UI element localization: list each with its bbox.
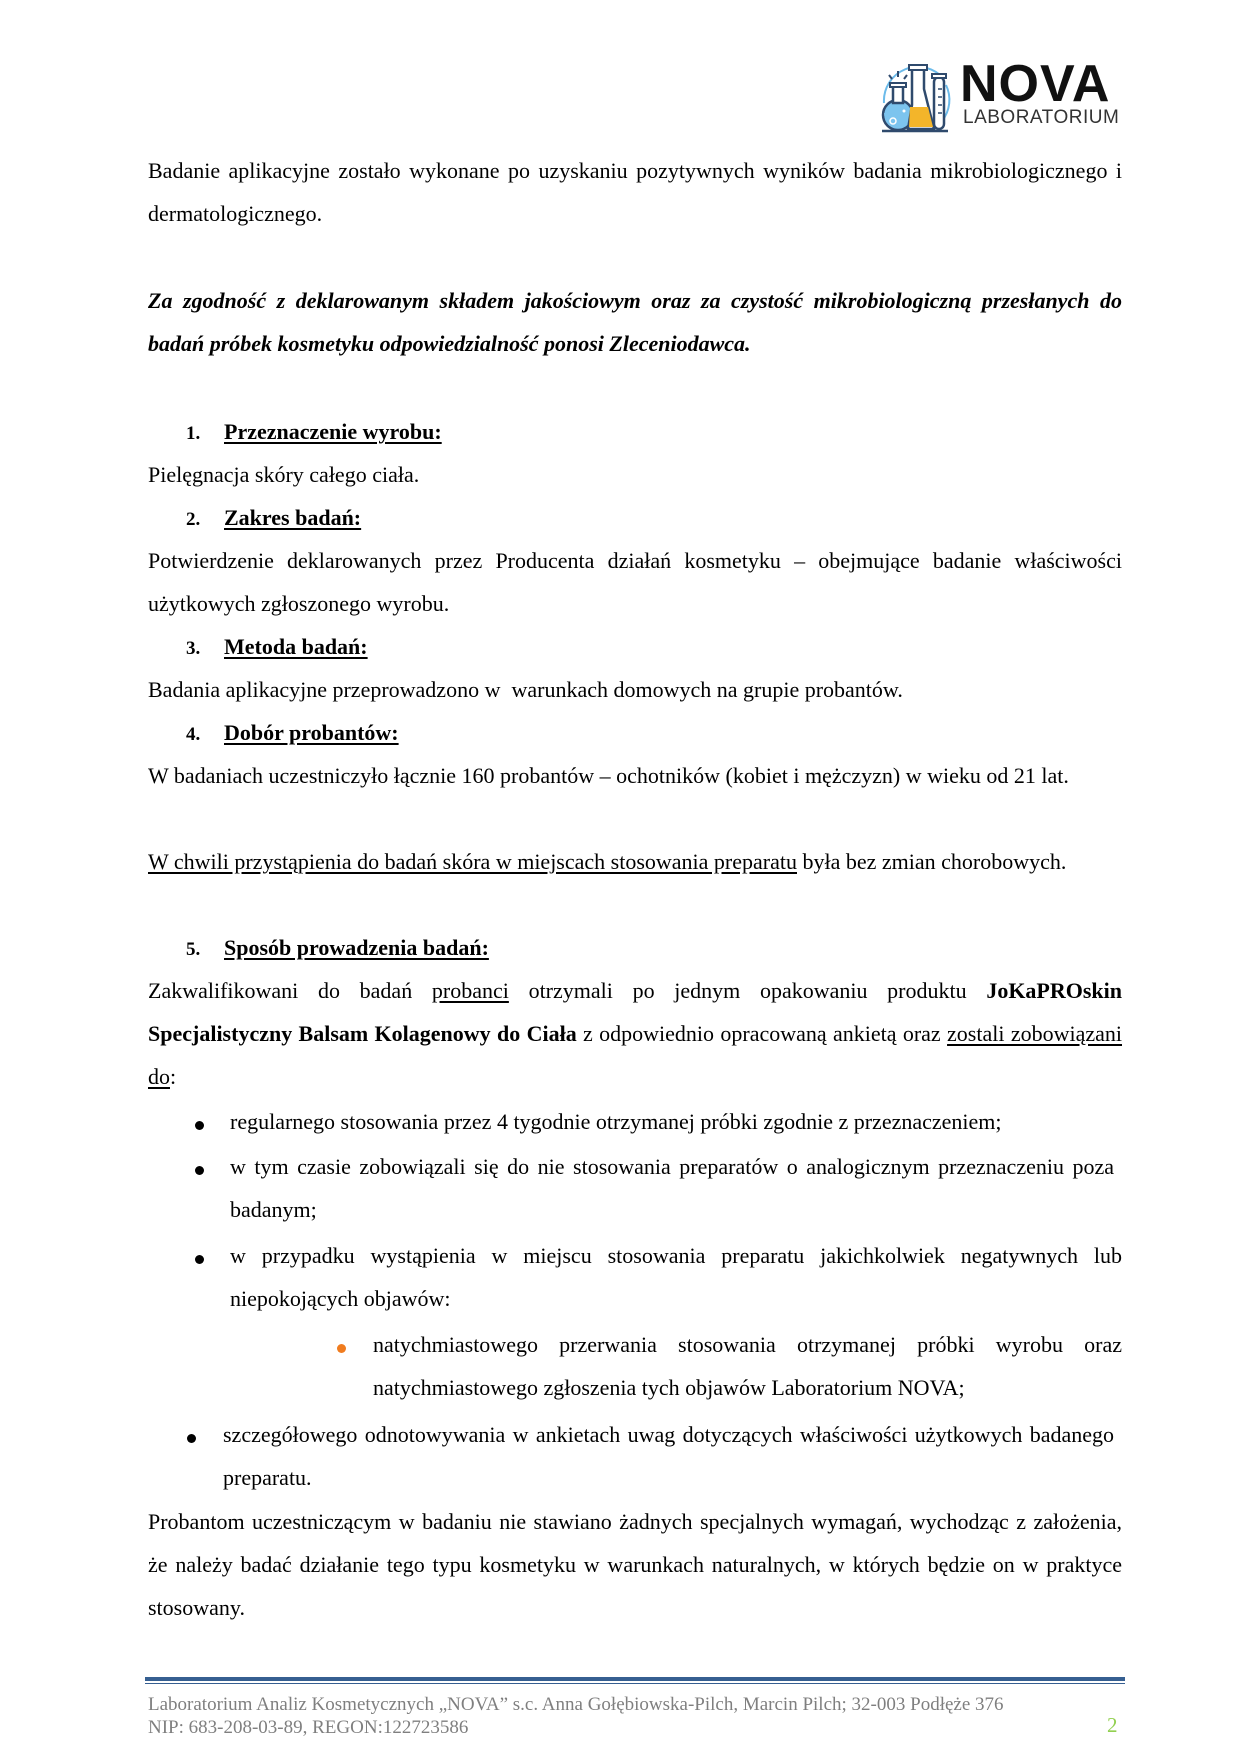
section-body-5 xyxy=(148,969,1122,1098)
disclaimer: Za zgodność z deklarowanym składem jakościowym oraz za czystość mikrobiologiczną przesłanych do badań próbek kosmetyku odpowiedzialność ponosi Zleceniodawca. xyxy=(148,288,1122,356)
section-number: 5. xyxy=(186,939,201,960)
text-run: otrzymali po jednym opakowaniu produktu xyxy=(508,978,987,1003)
section-title: Przeznaczenie wyrobu: xyxy=(224,419,442,444)
footer-registration: NIP: 683-208-03-89, REGON:122723586 xyxy=(148,1717,469,1738)
bullet-icon xyxy=(187,1434,196,1443)
logo-name: NOVA xyxy=(960,55,1111,113)
section-body-1: Pielęgnacja skóry całego ciała. xyxy=(148,462,420,487)
skin-condition-underlined: W chwili przystąpienia do badań skóra w miejscach stosowania preparatu xyxy=(148,849,797,874)
section-number: 4. xyxy=(186,724,201,745)
footer-rule xyxy=(145,1677,1125,1681)
section-body-3: Badania aplikacyjne przeprowadzono w warunkach domowych na grupie probantów. xyxy=(148,677,903,702)
section-body-2: Potwierdzenie deklarowanych przez Producenta działań kosmetyku – obejmujące badanie właściwości użytkowych zgłoszonego wyrobu. xyxy=(148,548,1122,616)
section-title: Metoda badań: xyxy=(224,634,368,659)
laboratory-flasks-icon xyxy=(876,55,952,137)
obligation-underlined: zostali zobowiązani do xyxy=(148,1021,1122,1089)
list-item-text: w tym czasie zobowiązali się do nie stosowania preparatów o analogicznym przeznaczeniu poza badanym; xyxy=(230,1154,1114,1222)
text-run: z odpowiednio opracowaną ankietą oraz xyxy=(576,1021,948,1046)
section-number: 3. xyxy=(186,638,201,659)
list-item-text: w przypadku wystąpienia w miejscu stosowania preparatu jakichkolwiek negatywnych lub niepokojących objawów: xyxy=(230,1243,1122,1311)
page-number: 2 xyxy=(1107,1713,1118,1737)
bullet-icon xyxy=(195,1166,204,1175)
section-heading-3 xyxy=(186,625,368,670)
section-title: Sposób prowadzenia badań: xyxy=(224,935,489,960)
section-number: 2. xyxy=(186,509,201,530)
section-heading-4 xyxy=(186,711,399,756)
footer-address: Laboratorium Analiz Kosmetycznych „NOVA” s.c. Anna Gołębiowska-Pilch, Marcin Pilch; 32-003 Podłęże 376 xyxy=(148,1694,1004,1715)
footer-rule-thin xyxy=(145,1683,1125,1684)
sub-list-item-text: natychmiastowego przerwania stosowania otrzymanej próbki wyrobu oraz natychmiastowego zgłoszenia tych objawów Laboratorium NOVA; xyxy=(373,1332,1122,1400)
list-item-text: szczegółowego odnotowywania w ankietach uwag dotyczących właściwości użytkowych badanego preparatu. xyxy=(223,1422,1114,1490)
text-run: : xyxy=(170,1064,177,1089)
intro-paragraph: Badanie aplikacyjne zostało wykonane po uzyskaniu pozytywnych wyników badania mikrobiologicznego i dermatologicznego. xyxy=(148,158,1122,226)
section-body-4: W badaniach uczestniczyło łącznie 160 probantów – ochotników (kobiet i mężczyzn) w wieku od 21 lat. xyxy=(148,763,1069,788)
list-item-text: regularnego stosowania przez 4 tygodnie otrzymanej próbki zgodnie z przeznaczeniem; xyxy=(230,1109,1002,1134)
closing-paragraph: Probantom uczestniczącym w badaniu nie stawiano żadnych specjalnych wymagań, wychodząc z założenia, że należy badać działanie tego typu kosmetyku w warunkach naturalnych, w których będzie on w praktyce stosowany. xyxy=(148,1509,1122,1620)
section-title: Zakres badań: xyxy=(224,505,362,530)
product-name: JoKaPROskin Specjalistyczny Balsam Kolagenowy do Ciała xyxy=(148,978,1123,1046)
section-number: 1. xyxy=(186,423,201,444)
logo-subtitle: LABORATORIUM xyxy=(963,107,1120,128)
section-title: Dobór probantów: xyxy=(224,720,399,745)
probanci-underlined: probanci xyxy=(431,978,509,1003)
bullet-icon xyxy=(195,1255,204,1264)
bullet-icon xyxy=(195,1121,204,1130)
skin-condition-rest: była bez zmian chorobowych. xyxy=(797,849,1067,874)
section-heading-1 xyxy=(186,410,442,455)
orange-bullet-icon xyxy=(337,1344,346,1353)
skin-condition-note xyxy=(148,840,1122,883)
text-run: Zakwalifikowani do badań xyxy=(148,978,432,1003)
section-heading-2 xyxy=(186,496,361,541)
section-heading-5 xyxy=(186,926,489,971)
